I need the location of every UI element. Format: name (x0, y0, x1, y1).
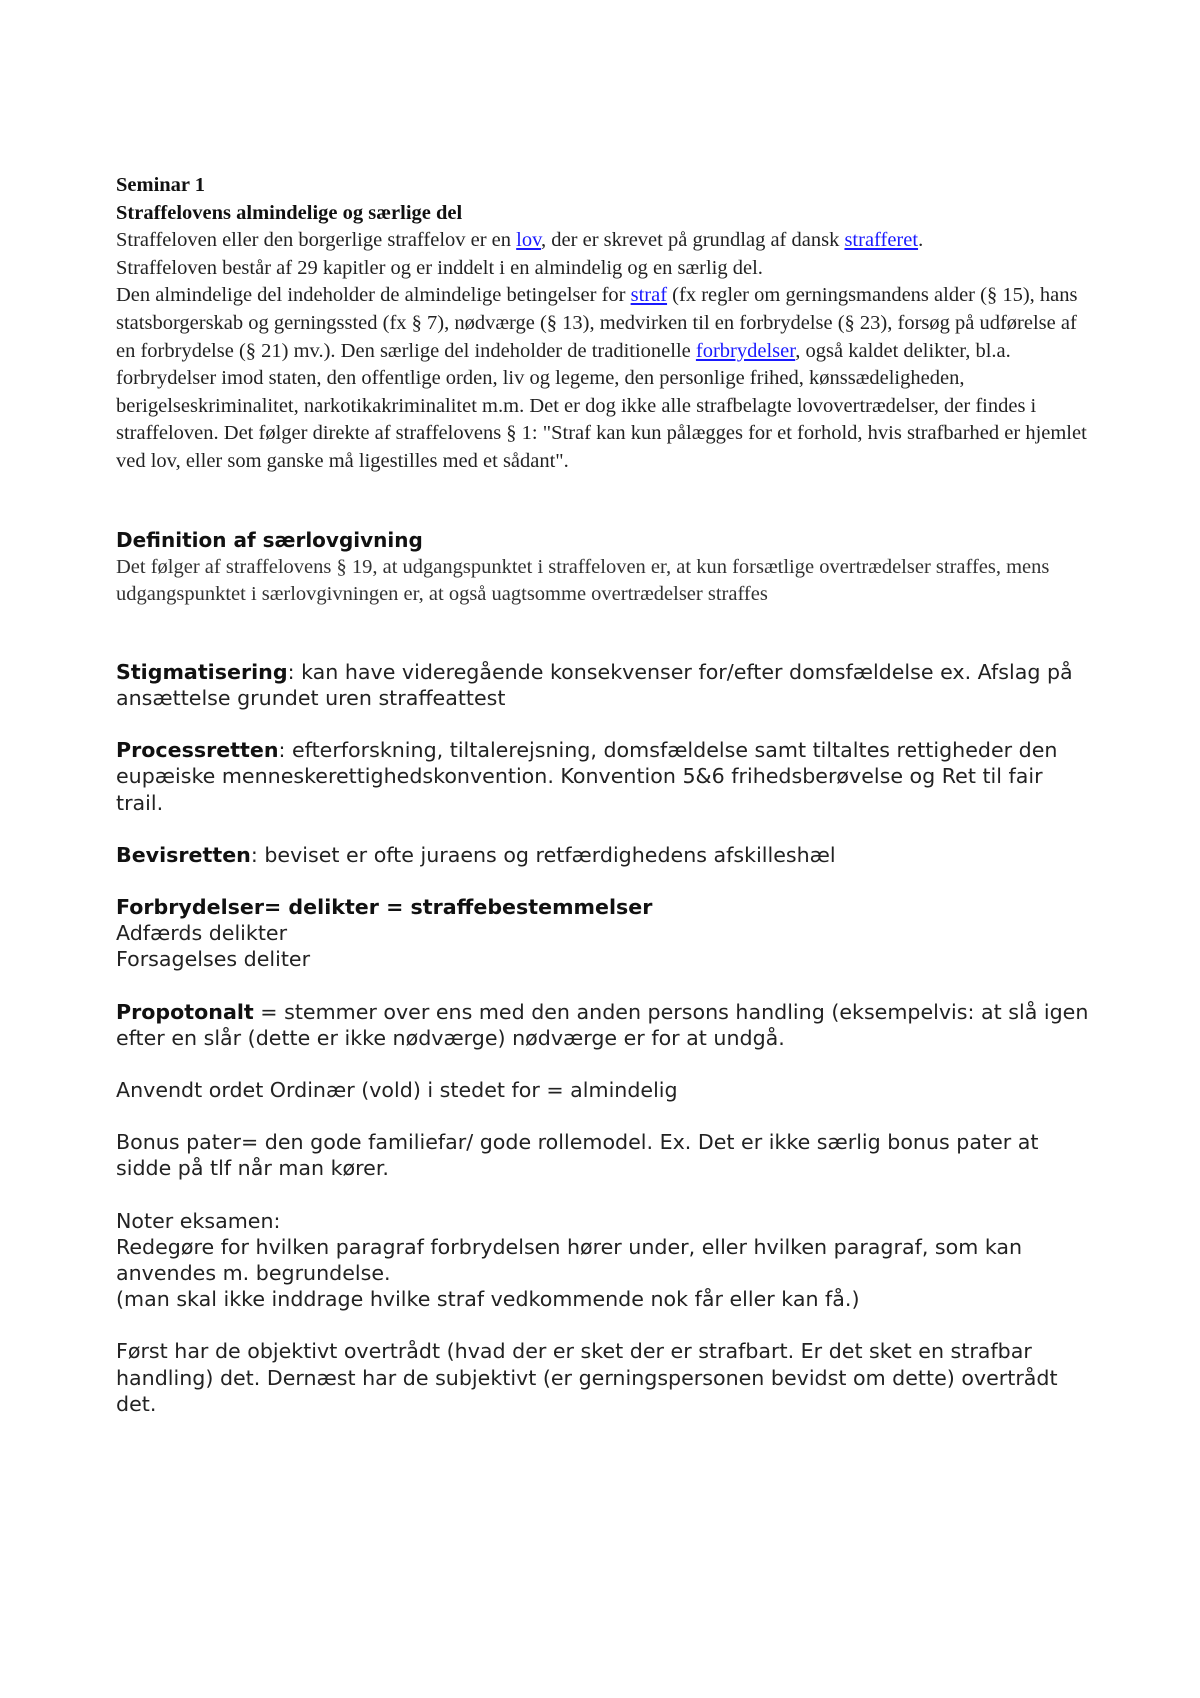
paragraph-almindelige-del (116, 282, 1096, 475)
document-content (116, 172, 1096, 1417)
text-fragment: , der er skrevet på grundlag af dansk (541, 229, 845, 252)
link-lov[interactable]: lov (516, 229, 542, 252)
term-propotonalt: Propotonalt (116, 999, 254, 1024)
text-fragment: . (918, 229, 924, 252)
eksamen-line: (man skal ikke inddrage hvilke straf vedkommende nok får eller kan få.) (116, 1287, 860, 1312)
forbrydelser-heading: Forbrydelser= delikter = straffebestemmelser (116, 894, 653, 919)
forbrydelser-line: Adfærds delikter (116, 921, 288, 946)
text-fragment: (fx regler om gerningsmandens alder (§ 15), hans statsborgerskab og gerningssted (fx § 7), nødværge (§ 13), medvirken til en forbrydelse (§ 23), forsøg på udførelse af en forbrydelse (§ 21) mv.). Den særlige del indeholder de traditionelle (116, 284, 1078, 362)
definition-heading: Definition af særlovgivning (116, 527, 423, 552)
note-processretten (116, 737, 1096, 816)
link-straf[interactable]: straf (630, 284, 668, 307)
note-anvendt: Anvendt ordet Ordinær (vold) i stedet for = almindelig (116, 1077, 678, 1102)
note-propotonalt (116, 999, 1096, 1051)
term-stigmatisering: Stigmatisering (116, 659, 288, 684)
spacer (116, 1312, 1096, 1338)
spacer (116, 711, 1096, 737)
spacer (116, 868, 1096, 894)
spacer (116, 1103, 1096, 1129)
definition-processretten: : efterforskning, tiltalerejsning, domsfældelse samt tiltaltes rettigheder den eupæiske menneskerettighedskonvention. Konvention 5&6 frihedsberøvelse og Ret til fair trail. (116, 738, 1058, 815)
link-strafferet[interactable]: strafferet (844, 229, 919, 252)
definition-bevisretten: : beviset er ofte juraens og retfærdighedens afskilleshæl (250, 842, 836, 867)
spacer (116, 1051, 1096, 1077)
seminar-subtitle: Straffelovens almindelige og særlige del (116, 201, 463, 224)
spacer (116, 609, 1096, 659)
term-processretten: Processretten (116, 738, 279, 763)
link-forbrydelser[interactable]: forbrydelser (695, 339, 796, 362)
note-bevisretten (116, 842, 1096, 868)
spacer (116, 1182, 1096, 1208)
paragraph-kapitler: Straffeloven består af 29 kapitler og er inddelt i en almindelig og en særlig del. (116, 256, 763, 279)
note-bonus-pater: Bonus pater= den gode familiefar/ gode rollemodel. Ex. Det er ikke særlig bonus pater at sidde på tlf når man kører. (116, 1130, 1039, 1181)
spacer (116, 973, 1096, 999)
definition-propotonalt: = stemmer over ens med den anden persons handling (eksempelvis: at slå igen efter en slår (dette er ikke nødværge) nødværge er for at undgå. (116, 999, 1089, 1050)
text-fragment: Straffeloven eller den borgerlige straffelov er en (116, 229, 517, 252)
paragraph-straffeloven (116, 227, 1096, 255)
eksamen-label: Noter eksamen: (116, 1208, 281, 1233)
notes-section (116, 659, 1096, 1417)
text-fragment: , også kaldet delikter, bl.a. forbrydelser imod staten, den offentlige orden, liv og legeme, den personlige frihed, kønssædeligheden, berigelseskriminalitet, narkotikakriminalitet m.m. Det er dog ikke alle strafbelagte lovovertrædelser, der findes i straffeloven. Det følger direkte af straffelovens § 1: "Straf kan kun pålægges for et forhold, hvis strafbarhed er hjemlet ved lov, eller som ganske må ligestilles med et sådant". (116, 339, 1087, 472)
text-fragment: Den almindelige del indeholder de almindelige betingelser for (116, 284, 631, 307)
definition-stigmatisering: : kan have videregående konsekvenser for/efter domsfældelse ex. Afslag på ansættelse grundet uren straffeattest (116, 659, 1073, 710)
note-foerst: Først har de objektivt overtrådt (hvad der er sket der er strafbart. Er det sket en strafbar handling) det. Dernæst har de subjektivt (er gerningspersonen bevidst om dette) overtrådt det. (116, 1339, 1058, 1416)
forbrydelser-line: Forsagelses deliter (116, 947, 311, 972)
definition-text: Det følger af straffelovens § 19, at udgangspunktet i straffeloven er, at kun forsætlige overtrædelser straffes, mens udgangspunktet i særlovgivningen er, at også uagtsomme overtrædelser straffes (116, 555, 1050, 606)
eksamen-line: Redegøre for hvilken paragraf forbrydelsen hører under, eller hvilken paragraf, som kan anvendes m. begrundelse. (116, 1234, 1023, 1285)
seminar-section (116, 172, 1096, 476)
seminar-title: Seminar 1 (116, 174, 206, 196)
spacer (116, 816, 1096, 842)
term-bevisretten: Bevisretten (116, 842, 251, 867)
note-stigmatisering (116, 659, 1096, 711)
